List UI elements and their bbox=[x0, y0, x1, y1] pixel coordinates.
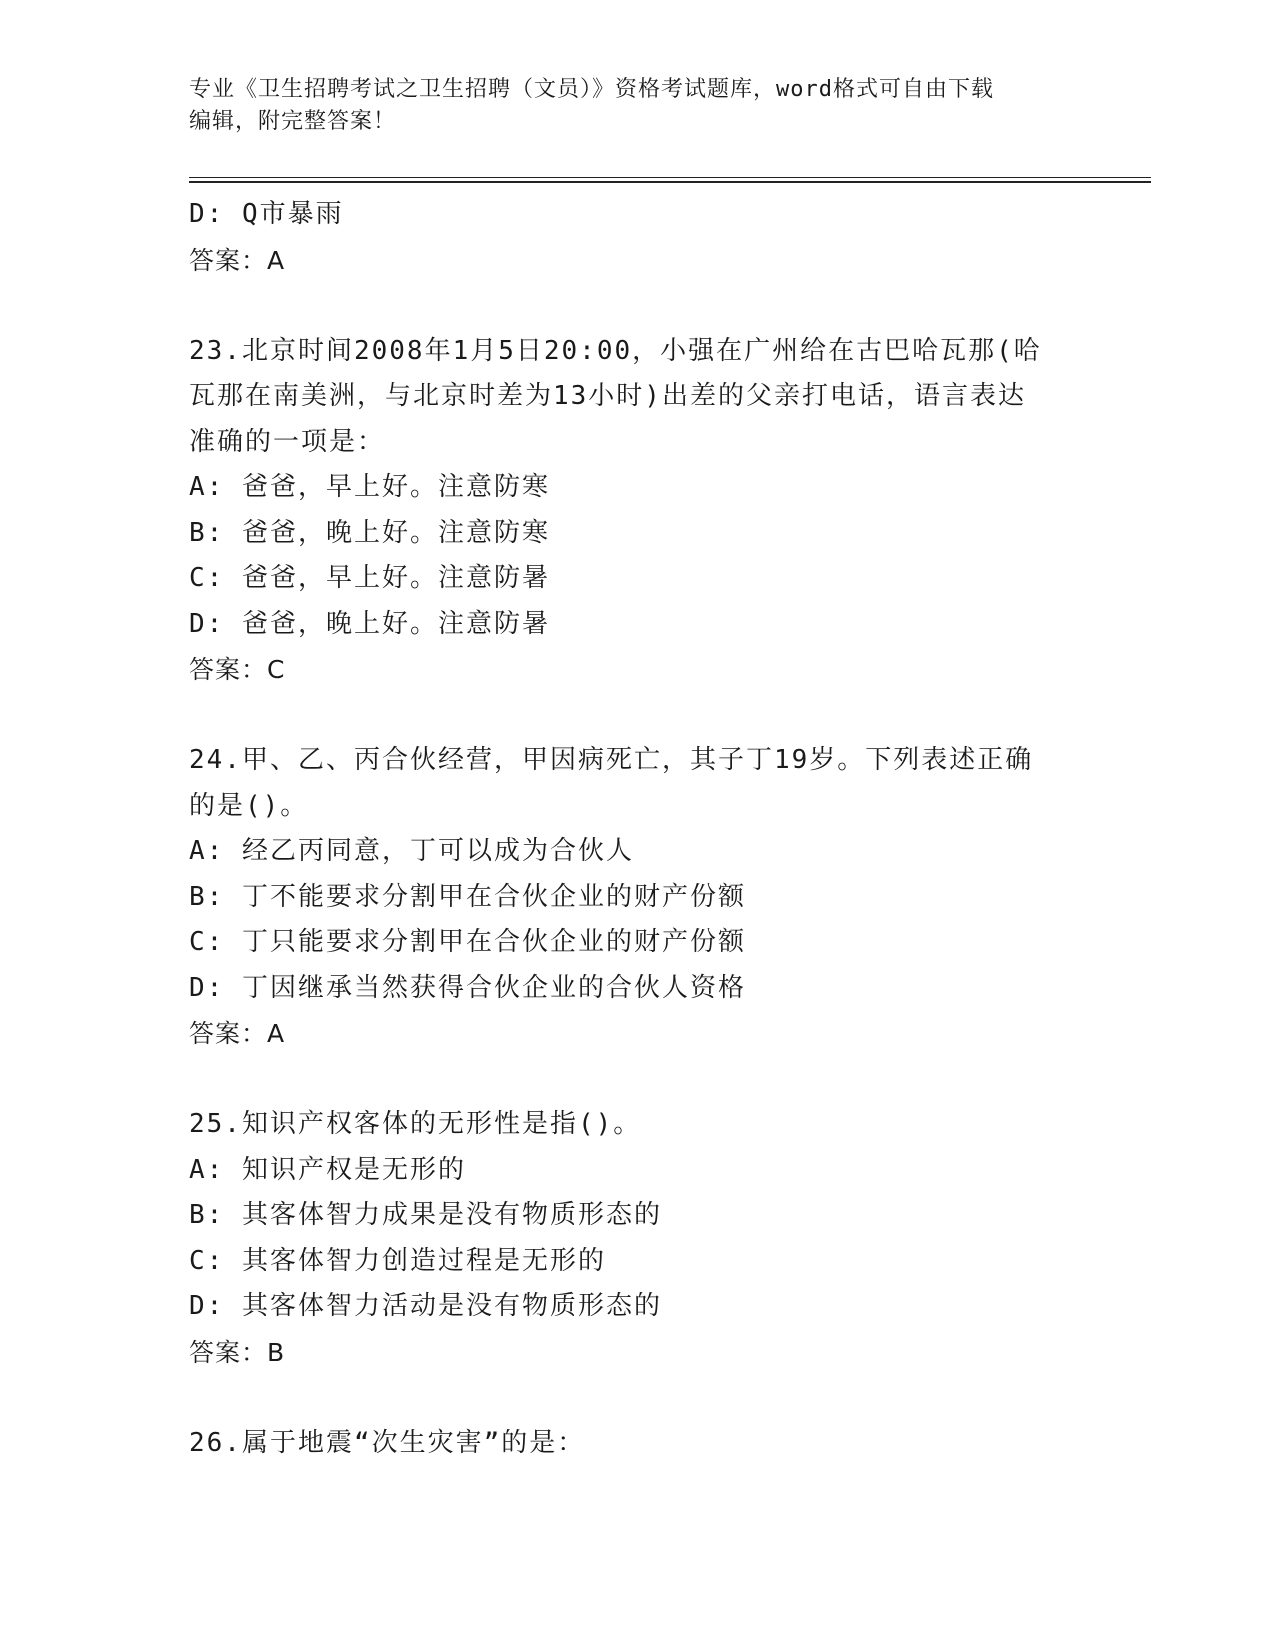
header-divider-thin bbox=[189, 177, 1151, 178]
question-26-line-1: 26.属于地震“次生灾害”的是： bbox=[189, 1427, 586, 1458]
option-b: B: 爸爸，晚上好。注意防寒 bbox=[189, 517, 550, 548]
spacer bbox=[189, 283, 1089, 329]
document-header bbox=[189, 74, 1089, 138]
option-d: D: 丁因继承当然获得合伙企业的合伙人资格 bbox=[189, 972, 746, 1003]
header-line-2: 编辑，附完整答案！ bbox=[189, 109, 397, 134]
option-d: D: 爸爸，晚上好。注意防暑 bbox=[189, 608, 550, 639]
spacer bbox=[189, 1057, 1089, 1103]
question-24-line-2: 的是()。 bbox=[189, 790, 309, 821]
option-b: B: 丁不能要求分割甲在合伙企业的财产份额 bbox=[189, 881, 746, 912]
answer-line: 答案：A bbox=[189, 1019, 286, 1048]
answer-line: 答案：C bbox=[189, 655, 286, 684]
option-d: D: Q市暴雨 bbox=[189, 199, 344, 229]
question-23-line-1: 23.北京时间2008年1月5日20:00，小强在广州给在古巴哈瓦那(哈 bbox=[189, 335, 1042, 366]
option-a: A: 爸爸，早上好。注意防寒 bbox=[189, 472, 550, 502]
header-divider-thick bbox=[189, 181, 1151, 183]
option-c: C: 爸爸，早上好。注意防暑 bbox=[189, 563, 550, 593]
option-a: A: 知识产权是无形的 bbox=[189, 1154, 466, 1185]
header-line-1: 专业《卫生招聘考试之卫生招聘（文员）》资格考试题库，word格式可自由下载 bbox=[189, 77, 994, 102]
spacer bbox=[189, 693, 1089, 739]
option-d: D: 其客体智力活动是没有物质形态的 bbox=[189, 1291, 662, 1321]
question-25-line-1: 25.知识产权客体的无形性是指()。 bbox=[189, 1109, 642, 1139]
option-c: C: 丁只能要求分割甲在合伙企业的财产份额 bbox=[189, 927, 746, 957]
question-content bbox=[189, 192, 1089, 1466]
answer-line: 答案：A bbox=[189, 245, 286, 275]
question-23-line-2: 瓦那在南美洲，与北京时差为13小时)出差的父亲打电话，语言表达 bbox=[189, 381, 1026, 411]
answer-line: 答案：B bbox=[189, 1337, 286, 1367]
spacer bbox=[189, 1375, 1089, 1421]
question-23-line-3: 准确的一项是： bbox=[189, 426, 386, 457]
option-c: C: 其客体智力创造过程是无形的 bbox=[189, 1245, 606, 1276]
option-a: A: 经乙丙同意，丁可以成为合伙人 bbox=[189, 836, 634, 866]
question-24-line-1: 24.甲、乙、丙合伙经营，甲因病死亡，其子丁19岁。下列表述正确 bbox=[189, 745, 1034, 775]
option-b: B: 其客体智力成果是没有物质形态的 bbox=[189, 1200, 662, 1230]
